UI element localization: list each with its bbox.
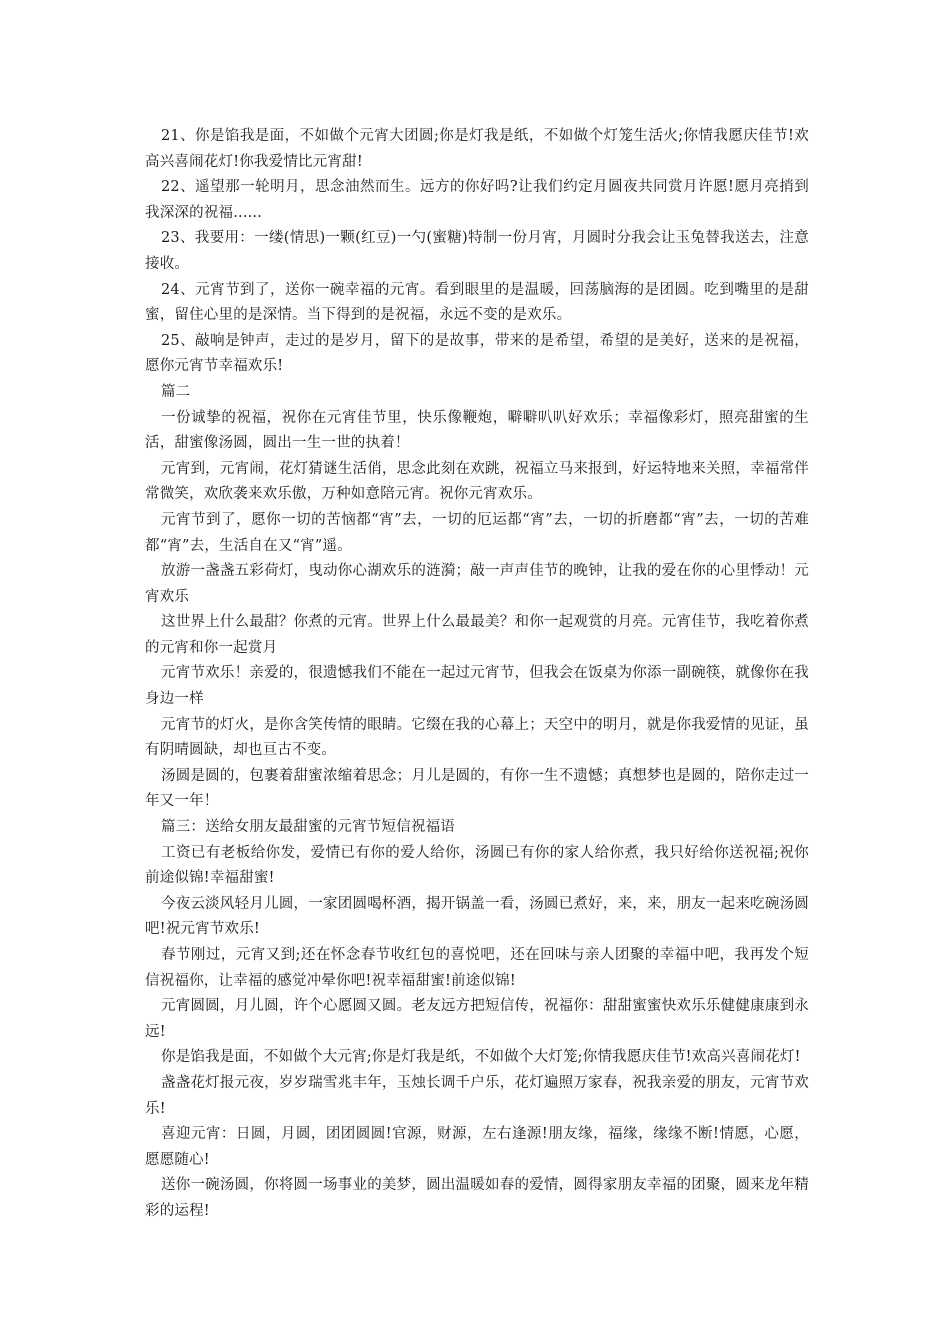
paragraph: 25、敲响是钟声，走过的是岁月，留下的是故事，带来的是希望，希望的是美好，送来的是祝福，愿你元宵节幸福欢乐! [145,332,809,375]
paragraph: 24、元宵节到了，送你一碗幸福的元宵。看到眼里的是温暖，回荡脑海的是团圆。吃到嘴里的是甜蜜，留住心里的是深情。当下得到的是祝福，永远不变的是欢乐。 [145,281,809,324]
paragraph: 春节刚过，元宵又到;还在怀念春节收红包的喜悦吧，还在回味与亲人团聚的幸福中吧，我再发个短信祝福你，让幸福的感觉冲晕你吧!祝幸福甜蜜!前途似锦! [145,947,809,989]
paragraph: 工资已有老板给你发，爱情已有你的爱人给你，汤圆已有你的家人给你煮，我只好给你送祝福;祝你前途似锦!幸福甜蜜! [145,844,809,887]
paragraph: 元宵节欢乐！亲爱的，很遗憾我们不能在一起过元宵节，但我会在饭桌为你添一副碗筷，就像你在我身边一样 [145,665,809,708]
paragraph: 元宵圆圆，月儿圆，许个心愿圆又圆。老友远方把短信传，祝福你：甜甜蜜蜜快欢乐乐健健康康到永远! [145,998,809,1040]
paragraph: 喜迎元宵：日圆，月圆，团团圆圆!官源，财源，左右逢源!朋友缘，福缘，缘缘不断!情愿，心愿，愿愿随心! [145,1126,809,1168]
paragraph: 送你一碗汤圆，你将圆一场事业的美梦，圆出温暖如春的爱情，圆得家朋友幸福的团聚，圆来龙年精彩的运程! [145,1177,809,1219]
paragraph: 今夜云淡风轻月儿圆，一家团圆喝杯酒，揭开锅盖一看，汤圆已煮好，来，来，朋友一起来吃碗汤圆吧!祝元宵节欢乐! [145,895,809,938]
paragraph: 盏盏花灯报元夜，岁岁瑞雪兆丰年，玉烛长调千户乐，花灯遍照万家春，祝我亲爱的朋友，元宵节欢乐! [145,1074,809,1117]
paragraph: 22、遥望那一轮明月，思念油然而生。远方的你好吗?让我们约定月圆夜共同赏月许愿!愿月亮捎到我深深的祝福...... [145,179,809,221]
paragraph: 元宵节到了，愿你一切的苦恼都“宵”去，一切的厄运都“宵”去，一切的折磨都“宵”去，一切的苦难都“宵”去，生活自在又“宵”遥。 [145,511,809,554]
paragraph: 这世界上什么最甜？你煮的元宵。世界上什么最最美？和你一起观赏的月亮。元宵佳节，我吃着你煮的元宵和你一起赏月 [145,614,809,656]
paragraph: 放游一盏盏五彩荷灯，曳动你心湖欢乐的涟漪；敲一声声佳节的晚钟，让我的爱在你的心里悸动！元宵欢乐 [145,563,809,605]
paragraph: 23、我要用：一缕(情思)一颗(红豆)一勺(蜜糖)特制一份月宵，月圆时分我会让玉兔替我送去，注意接收。 [145,230,809,272]
paragraph: 元宵节的灯火，是你含笑传情的眼睛。它缀在我的心幕上；天空中的明月，就是你我爱情的见证，虽有阴晴圆缺，却也亘古不变。 [145,716,809,759]
section-heading: 篇二 [161,383,191,400]
paragraph: 一份诚挚的祝福，祝你在元宵佳节里，快乐像鞭炮，噼噼叭叭好欢乐；幸福像彩灯，照亮甜蜜的生活，甜蜜像汤圆，圆出一生一世的执着！ [145,409,809,452]
paragraph: 21、你是馅我是面，不如做个元宵大团圆;你是灯我是纸，不如做个灯笼生活火;你情我愿庆佳节!欢高兴喜闹花灯!你我爱情比元宵甜! [145,128,809,170]
paragraph: 你是馅我是面，不如做个大元宵;你是灯我是纸，不如做个大灯笼;你情我愿庆佳节!欢高兴喜闹花灯! [161,1049,801,1066]
paragraph: 汤圆是圆的，包裹着甜蜜浓缩着思念；月儿是圆的，有你一生不遗憾；真想梦也是圆的，陪你走过一年又一年！ [145,767,809,810]
document-page [145,124,809,1225]
paragraph: 元宵到，元宵闹，花灯猜谜生活俏，思念此刻在欢跳，祝福立马来报到，好运特地来关照，幸福常伴常微笑，欢欣袭来欢乐傲，万种如意陪元宵。祝你元宵欢乐。 [145,460,809,503]
section-heading: 篇三：送给女朋友最甜蜜的元宵节短信祝福语 [161,819,455,836]
